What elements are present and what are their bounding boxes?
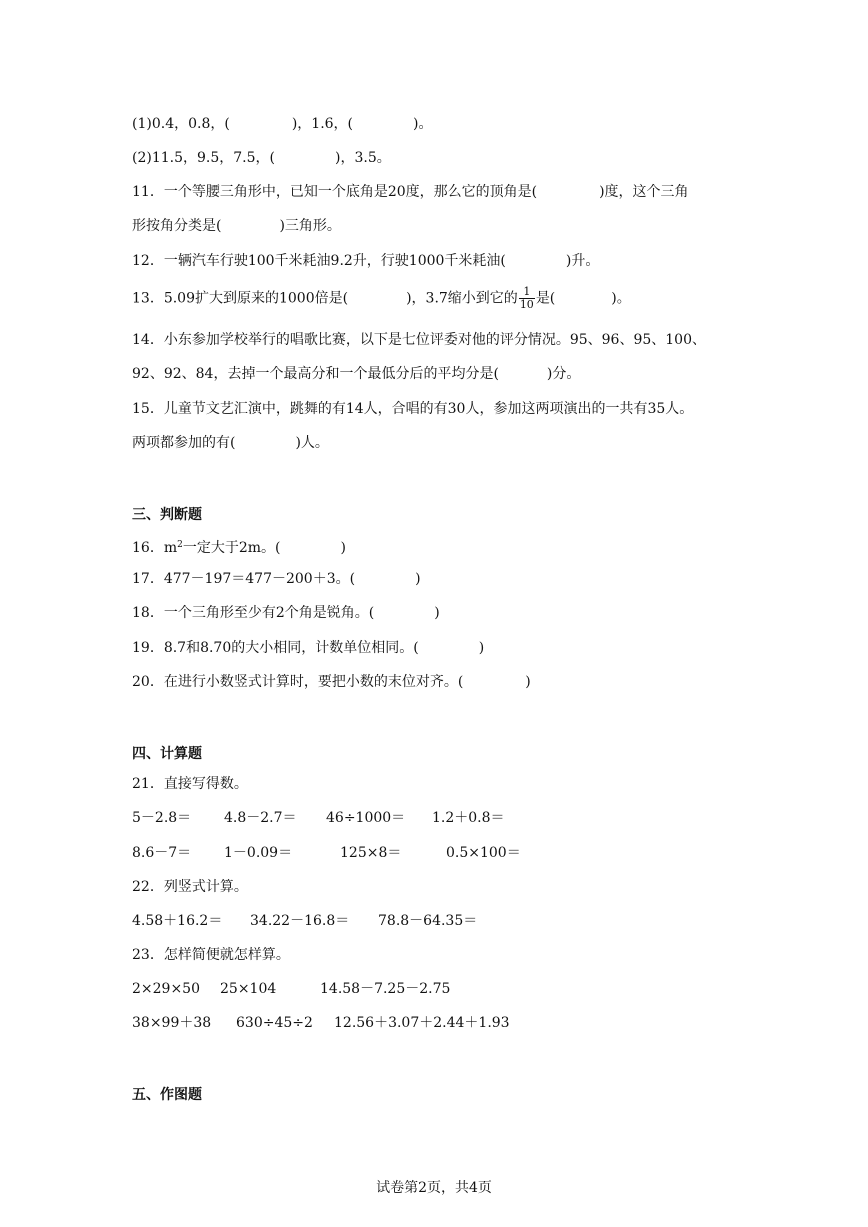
question-12: 12．一辆汽车行驶100千米耗油9.2升，行驶1000千米耗油( )升。 [132, 253, 600, 269]
question-10-1: (1)0.4，0.8，( )，1.6，( )。 [132, 116, 433, 132]
calc-item: 46÷1000＝ [326, 810, 406, 826]
section-heading-calculation: 四、计算题 [132, 746, 202, 762]
page-footer: 试卷第2页，共4页 [376, 1180, 492, 1196]
calc-item: 2×29×50 [132, 981, 200, 997]
question-11-line1: 11．一个等腰三角形中，已知一个底角是20度，那么它的顶角是( )度，这个三角 [132, 184, 689, 200]
question-22-title: 22．列竖式计算。 [132, 879, 248, 895]
calc-item: 4.58＋16.2＝ [132, 913, 223, 929]
fraction: $\frac{1}{10}$ [519, 285, 534, 311]
question-18: 18．一个三角形至少有2个角是锐角。( ) [132, 605, 440, 621]
section-heading-judgement: 三、判断题 [132, 507, 202, 523]
calc-item: 25×104 [220, 981, 277, 997]
calc-item: 630÷45÷2 [236, 1015, 313, 1031]
calc-item: 0.5×100＝ [446, 845, 521, 861]
calc-item: 4.8－2.7＝ [224, 810, 297, 826]
calc-item: 1－0.09＝ [224, 845, 293, 861]
calc-item: 14.58－7.25－2.75 [320, 981, 451, 997]
calc-item: 125×8＝ [340, 845, 402, 861]
question-14-line2: 92、92、84，去掉一个最高分和一个最低分后的平均分是( )分。 [132, 366, 581, 382]
calc-item: 5－2.8＝ [132, 810, 192, 826]
question-19: 19．8.7和8.70的大小相同，计数单位相同。( ) [132, 640, 485, 656]
section-heading-drawing: 五、作图题 [132, 1087, 202, 1103]
calc-item: 1.2＋0.8＝ [432, 810, 505, 826]
calc-item: 8.6－7＝ [132, 845, 192, 861]
question-10-2: (2)11.5，9.5，7.5，( )，3.5。 [132, 150, 391, 166]
question-15-line1: 15．儿童节文艺汇演中，跳舞的有14人，合唱的有30人，参加这两项演出的一共有35人。 [132, 401, 694, 417]
question-16: 16．$m^2$一定大于2m。( ) [132, 540, 346, 556]
calc-item: 38×99＋38 [132, 1015, 212, 1031]
calc-item: 12.56＋3.07＋2.44＋1.93 [334, 1015, 510, 1031]
question-11-line2: 形按角分类是( )三角形。 [132, 218, 341, 234]
question-21-title: 21．直接写得数。 [132, 776, 248, 792]
calc-item: 34.22－16.8＝ [250, 913, 350, 929]
question-20: 20．在进行小数竖式计算时，要把小数的末位对齐。( ) [132, 674, 531, 690]
question-17: 17．477－197＝477－200＋3。( ) [132, 571, 421, 587]
question-14-line1: 14．小东参加学校举行的唱歌比赛，以下是七位评委对他的评分情况。95、96、95、100、 [132, 332, 706, 348]
question-23-title: 23．怎样简便就怎样算。 [132, 947, 290, 963]
calc-item: 78.8－64.35＝ [378, 913, 478, 929]
question-13: 13．5.09扩大到原来的1000倍是( )，3.7缩小到它的 $\frac{1}{10}$ 是( )。 [132, 285, 631, 311]
question-15-line2: 两项都参加的有( )人。 [132, 435, 329, 451]
